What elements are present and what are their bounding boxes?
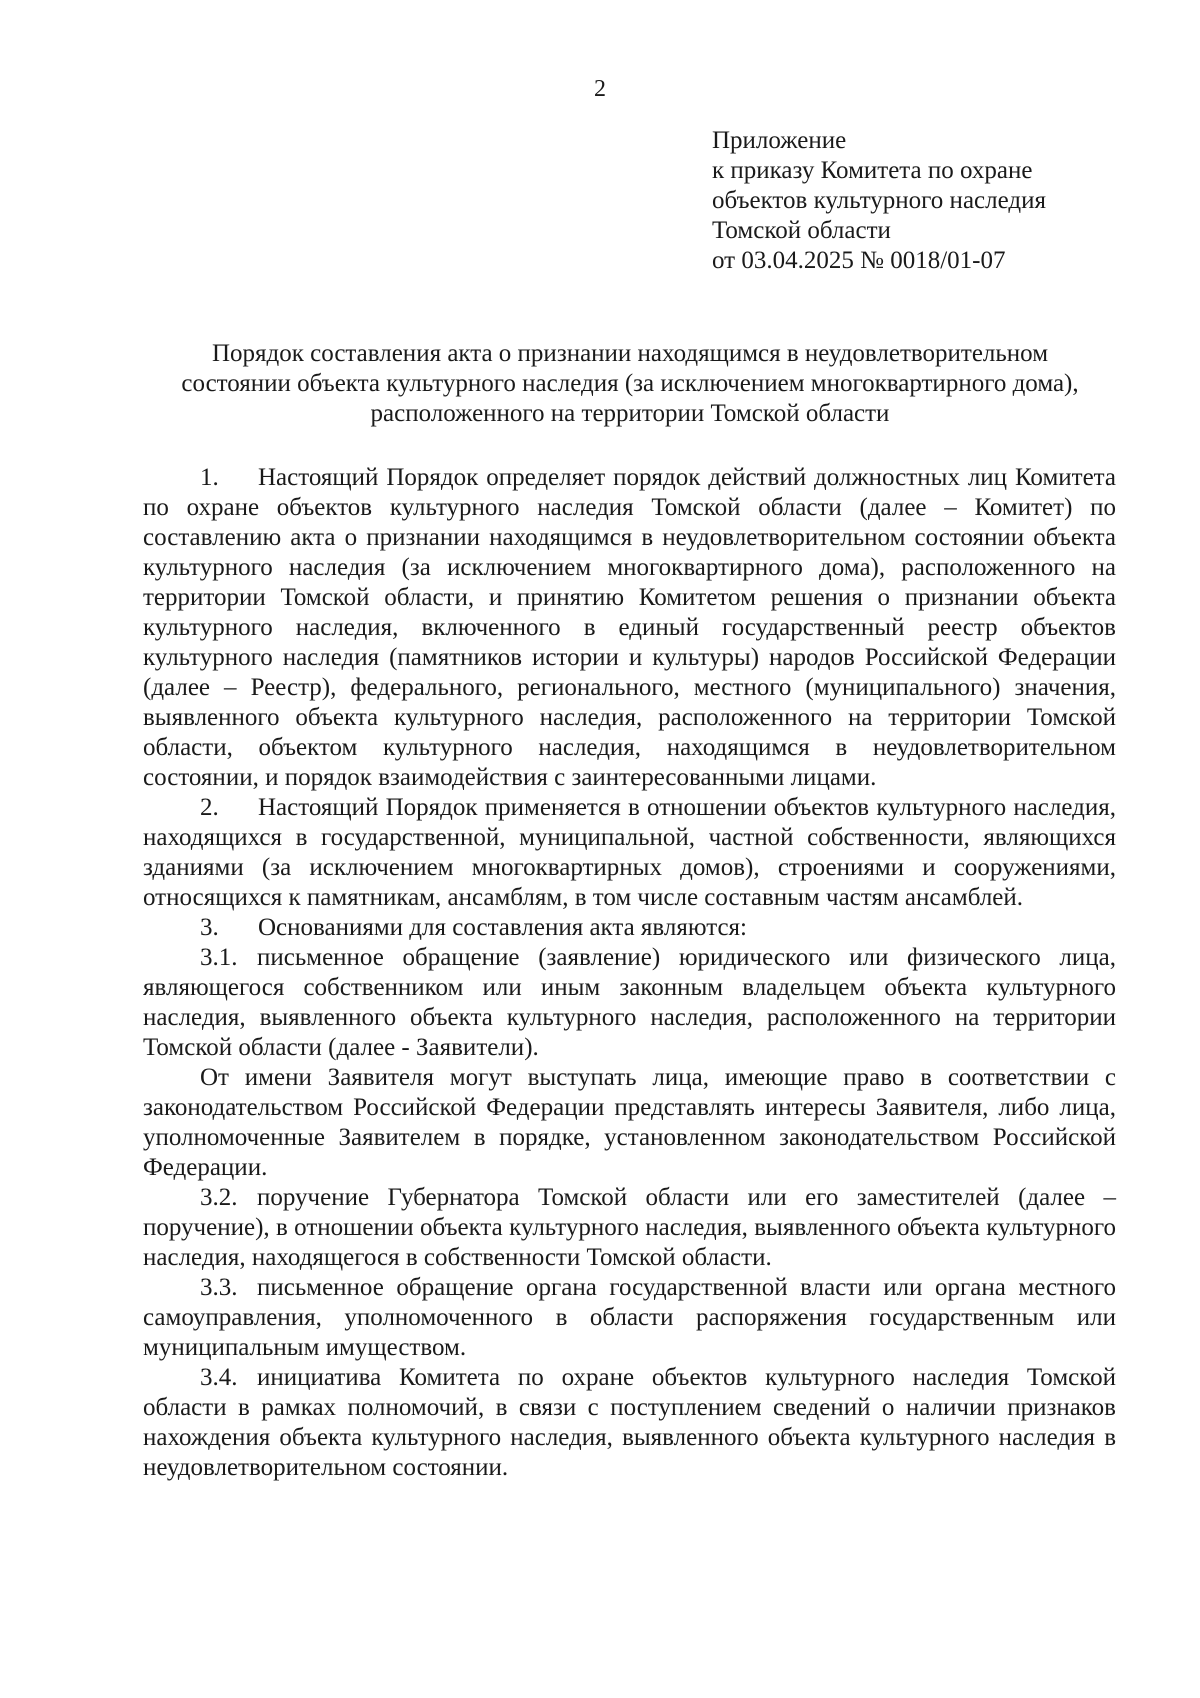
paragraph-3-3 (143, 1273, 1116, 1363)
appendix-line: Томской области (712, 217, 891, 244)
paragraph-number: 3.1. (200, 944, 238, 971)
paragraph-text: инициатива Комитета по охране объектов культурного наследия Томской области в рамках полномочий, в связи с поступлением сведений о наличии признаков нахождения объекта культурного наследия, выявленного объекта культурного наследия в неудовлетворительном состоянии. (143, 1364, 1116, 1481)
paragraph-number: 3. (200, 914, 219, 941)
paragraph-number: 3.4. (200, 1364, 238, 1391)
paragraph-text: Настоящий Порядок определяет порядок действий должностных лиц Комитета по охране объектов культурного наследия Томской области (далее – Комитет) по составлению акта о признании находящимся в неудовлетворительном состоянии объекта культурного наследия (за исключением многоквартирного дома), расположенного на территории Томской области, и принятию Комитетом решения о признании объекта культурного наследия, включенного в единый государственный реестр объектов культурного наследия (памятников истории и культуры) народов Российской Федерации (далее – Реестр), федерального, регионального, местного (муниципального) значения, выявленного объекта культурного наследия, расположенного на территории Томской области, объектом культурного наследия, находящимся в неудовлетворительном состоянии, и порядок взаимодействия с заинтересованными лицами. (143, 464, 1116, 791)
paragraph-1 (143, 463, 1116, 793)
document-body (143, 463, 1116, 1483)
paragraph-number: 3.2. (200, 1184, 238, 1211)
paragraph-text: Основаниями для составления акта являются: (258, 914, 748, 941)
paragraph-3-1 (143, 943, 1116, 1063)
document-title (140, 339, 1120, 429)
paragraph-text: письменное обращение органа государственной власти или органа местного самоуправления, уполномоченного в области распоряжения государственным или муниципальным имуществом. (143, 1274, 1116, 1361)
paragraph-number: 3.3. (200, 1274, 238, 1301)
paragraph-text: От имени Заявителя могут выступать лица, имеющие право в соответствии с законодательством Российской Федерации представлять интересы Заявителя, либо лица, уполномоченные Заявителем в порядке, установленном законодательством Российской Федерации. (143, 1064, 1116, 1181)
page-number: 2 (594, 76, 606, 102)
paragraph-text: Настоящий Порядок применяется в отношении объектов культурного наследия, находящихся в государственной, муниципальной, частной собственности, являющихся зданиями (за исключением многоквартирных домов), строениями и сооружениями, относящихся к памятникам, ансамблям, в том числе составным частям ансамблей. (143, 794, 1116, 911)
appendix-line: от 03.04.2025 № 0018/01-07 (712, 247, 1006, 274)
title-line: Порядок составления акта о признании находящимся в неудовлетворительном (211, 340, 1049, 367)
appendix-block (712, 126, 1152, 276)
paragraph-number: 2. (200, 794, 219, 821)
appendix-line: объектов культурного наследия (712, 187, 1046, 214)
paragraph-text: письменное обращение (заявление) юридического или физического лица, являющегося собственником или иным законным владельцем объекта культурного наследия, выявленного объекта культурного наследия, расположенного на территории Томской области (далее - Заявители). (143, 944, 1116, 1061)
paragraph-representatives (143, 1063, 1116, 1183)
title-line: состоянии объекта культурного наследия (за исключением многоквартирного дома), (181, 370, 1079, 397)
paragraph-3-2 (143, 1183, 1116, 1273)
appendix-line: Приложение (712, 127, 847, 154)
paragraph-number: 1. (200, 464, 219, 491)
paragraph-text: поручение Губернатора Томской области или его заместителей (далее – поручение), в отношении объекта культурного наследия, выявленного объекта культурного наследия, находящегося в собственности Томской области. (143, 1184, 1116, 1271)
appendix-line: к приказу Комитета по охране (712, 157, 1033, 184)
paragraph-3-4 (143, 1363, 1116, 1483)
title-line: расположенного на территории Томской области (370, 400, 890, 427)
paragraph-3 (143, 913, 1116, 943)
paragraph-2 (143, 793, 1116, 913)
